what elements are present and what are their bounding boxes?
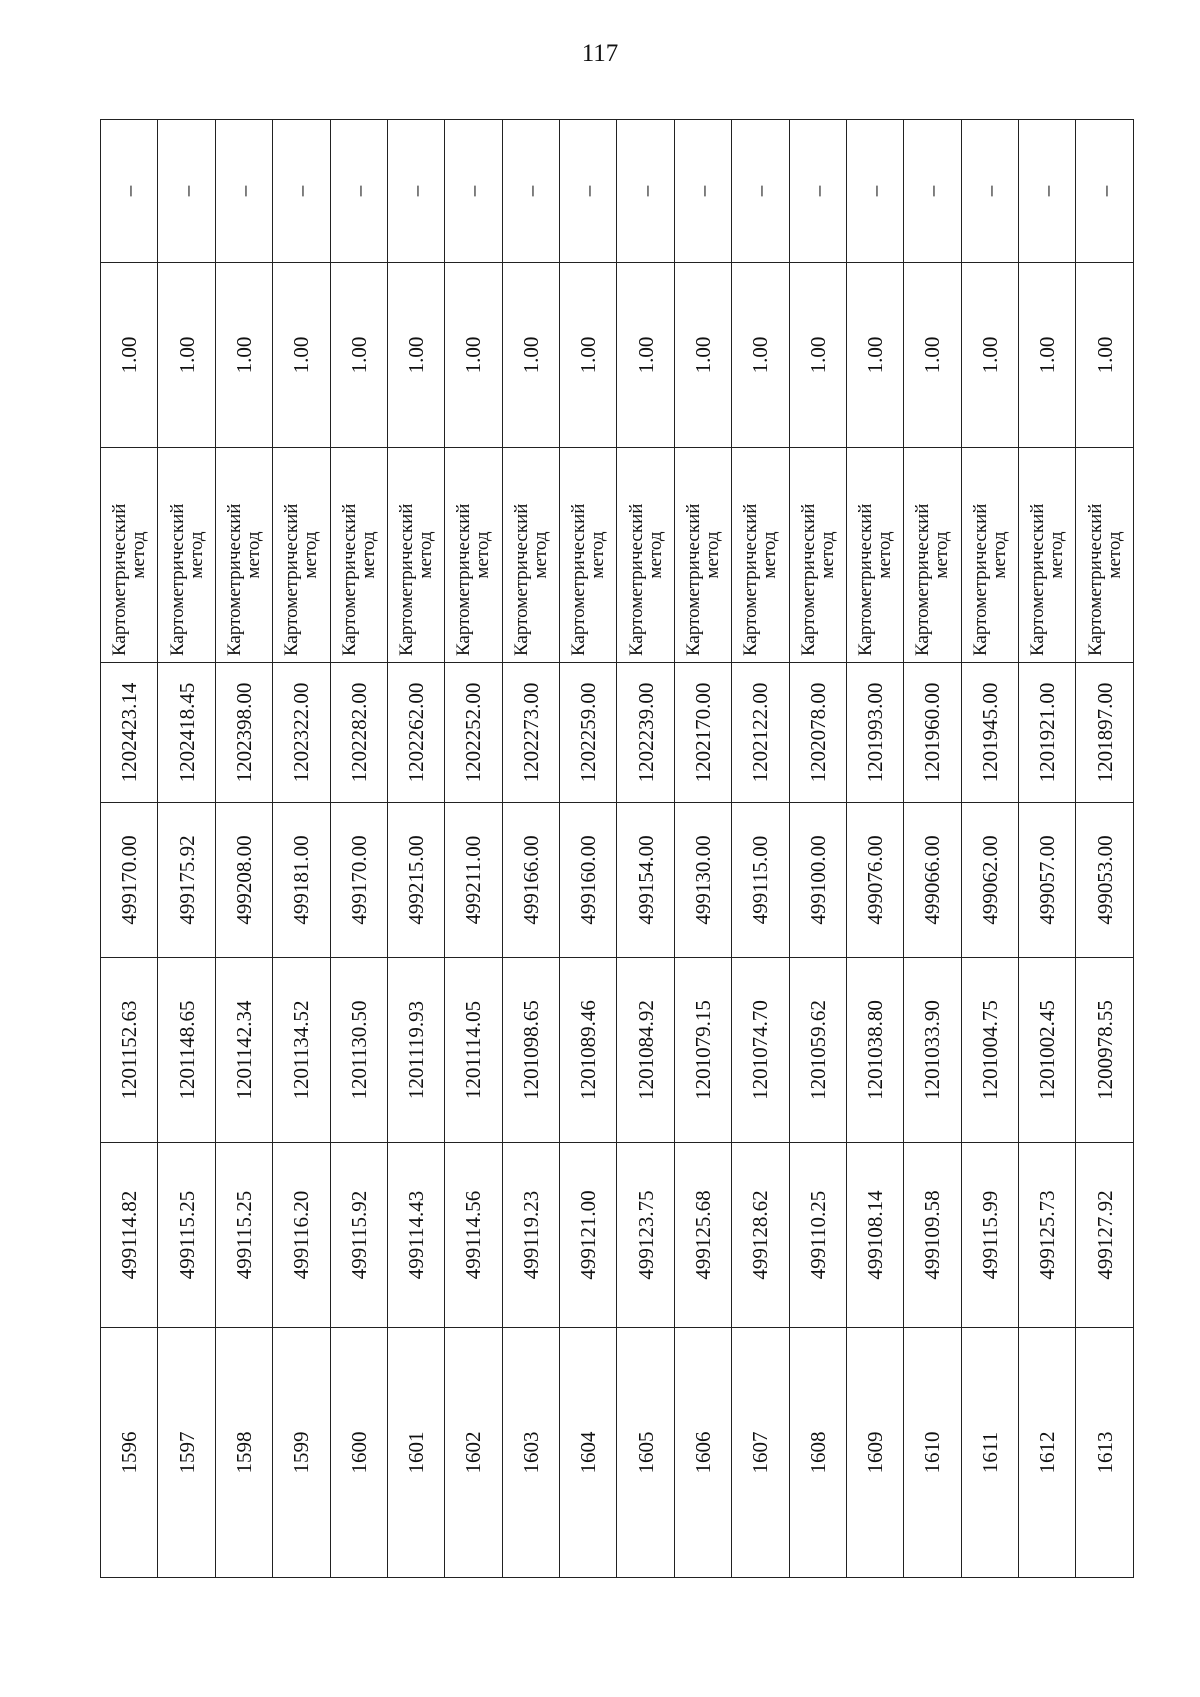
table-row: [1076, 120, 1134, 1578]
y-coordinate-cell: 1201098.65: [502, 958, 559, 1143]
method-cell: [1076, 448, 1134, 663]
y-coordinate-2-cell: 1201945.00: [961, 663, 1018, 803]
method-line-2: метод: [472, 531, 494, 579]
y-coordinate-cell: 1200978.55: [1076, 958, 1134, 1143]
x-coordinate-2-cell: 499170.00: [101, 803, 158, 958]
coordinates-table: [100, 119, 1134, 1578]
y-coordinate-2-cell: 1202078.00: [789, 663, 846, 803]
y-coordinate-2-cell: 1202282.00: [330, 663, 387, 803]
table-row: [101, 120, 158, 1578]
table-row: [445, 120, 502, 1578]
accuracy-cell: 1.00: [846, 263, 903, 448]
x-coordinate-cell: 499110.25: [789, 1143, 846, 1328]
point-number-cell: 1604: [560, 1328, 617, 1578]
note-cell: –: [904, 120, 961, 263]
method-line-2: метод: [128, 531, 150, 579]
x-coordinate-2-cell: 499166.00: [502, 803, 559, 958]
method-line-1: Картометрический: [682, 503, 704, 656]
method-line-1: Картометрический: [109, 503, 131, 656]
method-cell: [101, 448, 158, 663]
method-line-2: метод: [701, 531, 723, 579]
method-line-1: Картометрический: [969, 503, 991, 656]
method-cell: [674, 448, 731, 663]
x-coordinate-cell: 499115.25: [158, 1143, 215, 1328]
point-number-cell: 1607: [732, 1328, 789, 1578]
note-cell: –: [560, 120, 617, 263]
note-cell: –: [732, 120, 789, 263]
accuracy-cell: 1.00: [789, 263, 846, 448]
point-number-cell: 1610: [904, 1328, 961, 1578]
accuracy-cell: 1.00: [1076, 263, 1134, 448]
method-line-1: Картометрический: [453, 503, 475, 656]
x-coordinate-cell: 499114.82: [101, 1143, 158, 1328]
y-coordinate-2-cell: 1202122.00: [732, 663, 789, 803]
method-line-2: метод: [357, 531, 379, 579]
x-coordinate-cell: 499116.20: [273, 1143, 330, 1328]
table-row: [904, 120, 961, 1578]
y-coordinate-cell: 1201148.65: [158, 958, 215, 1143]
method-line-2: метод: [300, 531, 322, 579]
x-coordinate-2-cell: 499130.00: [674, 803, 731, 958]
y-coordinate-2-cell: 1201993.00: [846, 663, 903, 803]
method-cell: [387, 448, 444, 663]
point-number-cell: 1601: [387, 1328, 444, 1578]
x-coordinate-cell: 499125.73: [1019, 1143, 1076, 1328]
point-number-cell: 1598: [215, 1328, 272, 1578]
x-coordinate-cell: 499115.92: [330, 1143, 387, 1328]
accuracy-cell: 1.00: [617, 263, 674, 448]
y-coordinate-2-cell: 1201897.00: [1076, 663, 1134, 803]
method-line-2: метод: [1103, 531, 1125, 579]
x-coordinate-2-cell: 499170.00: [330, 803, 387, 958]
method-cell: [1019, 448, 1076, 663]
method-cell: [789, 448, 846, 663]
y-coordinate-2-cell: 1202322.00: [273, 663, 330, 803]
table-row: [789, 120, 846, 1578]
method-cell: [732, 448, 789, 663]
method-line-1: Картометрический: [166, 503, 188, 656]
method-line-2: метод: [644, 531, 666, 579]
method-line-2: метод: [415, 531, 437, 579]
y-coordinate-2-cell: 1202262.00: [387, 663, 444, 803]
x-coordinate-cell: 499128.62: [732, 1143, 789, 1328]
x-coordinate-2-cell: 499057.00: [1019, 803, 1076, 958]
accuracy-cell: 1.00: [387, 263, 444, 448]
y-coordinate-cell: 1201033.90: [904, 958, 961, 1143]
x-coordinate-cell: 499109.58: [904, 1143, 961, 1328]
y-coordinate-2-cell: 1202418.45: [158, 663, 215, 803]
y-coordinate-2-cell: 1202423.14: [101, 663, 158, 803]
method-line-2: метод: [931, 531, 953, 579]
x-coordinate-cell: 499121.00: [560, 1143, 617, 1328]
x-coordinate-2-cell: 499100.00: [789, 803, 846, 958]
y-coordinate-cell: 1201152.63: [101, 958, 158, 1143]
accuracy-cell: 1.00: [330, 263, 387, 448]
y-coordinate-cell: 1201038.80: [846, 958, 903, 1143]
method-cell: [273, 448, 330, 663]
y-coordinate-2-cell: 1201921.00: [1019, 663, 1076, 803]
y-coordinate-cell: 1201114.05: [445, 958, 502, 1143]
method-cell: [445, 448, 502, 663]
point-number-cell: 1608: [789, 1328, 846, 1578]
x-coordinate-2-cell: 499115.00: [732, 803, 789, 958]
note-cell: –: [387, 120, 444, 263]
point-number-cell: 1613: [1076, 1328, 1134, 1578]
y-coordinate-2-cell: 1201960.00: [904, 663, 961, 803]
y-coordinate-cell: 1201059.62: [789, 958, 846, 1143]
y-coordinate-2-cell: 1202170.00: [674, 663, 731, 803]
x-coordinate-2-cell: 499154.00: [617, 803, 674, 958]
accuracy-cell: 1.00: [904, 263, 961, 448]
method-cell: [560, 448, 617, 663]
y-coordinate-cell: 1201142.34: [215, 958, 272, 1143]
method-cell: [158, 448, 215, 663]
note-cell: –: [961, 120, 1018, 263]
method-line-1: Картометрический: [855, 503, 877, 656]
y-coordinate-2-cell: 1202252.00: [445, 663, 502, 803]
table-row: [617, 120, 674, 1578]
y-coordinate-cell: 1201089.46: [560, 958, 617, 1143]
y-coordinate-2-cell: 1202239.00: [617, 663, 674, 803]
method-line-2: метод: [529, 531, 551, 579]
y-coordinate-cell: 1201130.50: [330, 958, 387, 1143]
method-line-1: Картометрический: [281, 503, 303, 656]
method-cell: [502, 448, 559, 663]
x-coordinate-cell: 499114.56: [445, 1143, 502, 1328]
table-row: [215, 120, 272, 1578]
y-coordinate-cell: 1201119.93: [387, 958, 444, 1143]
note-cell: –: [1076, 120, 1134, 263]
method-line-1: Картометрический: [338, 503, 360, 656]
method-cell: [330, 448, 387, 663]
method-cell: [904, 448, 961, 663]
method-line-1: Картометрический: [568, 503, 590, 656]
y-coordinate-cell: 1201134.52: [273, 958, 330, 1143]
x-coordinate-2-cell: 499076.00: [846, 803, 903, 958]
table-row: [502, 120, 559, 1578]
method-cell: [846, 448, 903, 663]
note-cell: –: [215, 120, 272, 263]
accuracy-cell: 1.00: [215, 263, 272, 448]
note-cell: –: [330, 120, 387, 263]
x-coordinate-2-cell: 499175.92: [158, 803, 215, 958]
method-line-1: Картометрический: [1027, 503, 1049, 656]
y-coordinate-cell: 1201079.15: [674, 958, 731, 1143]
method-line-2: метод: [759, 531, 781, 579]
accuracy-cell: 1.00: [732, 263, 789, 448]
table-body: [101, 120, 1134, 1578]
point-number-cell: 1600: [330, 1328, 387, 1578]
note-cell: –: [789, 120, 846, 263]
y-coordinate-2-cell: 1202273.00: [502, 663, 559, 803]
y-coordinate-cell: 1201004.75: [961, 958, 1018, 1143]
x-coordinate-2-cell: 499160.00: [560, 803, 617, 958]
x-coordinate-2-cell: 499053.00: [1076, 803, 1134, 958]
note-cell: –: [273, 120, 330, 263]
table-row: [330, 120, 387, 1578]
x-coordinate-cell: 499115.99: [961, 1143, 1018, 1328]
method-line-2: метод: [242, 531, 264, 579]
accuracy-cell: 1.00: [101, 263, 158, 448]
table-row: [846, 120, 903, 1578]
table-row: [732, 120, 789, 1578]
x-coordinate-cell: 499125.68: [674, 1143, 731, 1328]
method-cell: [961, 448, 1018, 663]
x-coordinate-2-cell: 499208.00: [215, 803, 272, 958]
method-cell: [215, 448, 272, 663]
method-line-1: Картометрический: [625, 503, 647, 656]
x-coordinate-cell: 499127.92: [1076, 1143, 1134, 1328]
point-number-cell: 1599: [273, 1328, 330, 1578]
method-line-1: Картометрический: [396, 503, 418, 656]
point-number-cell: 1597: [158, 1328, 215, 1578]
x-coordinate-2-cell: 499181.00: [273, 803, 330, 958]
point-number-cell: 1612: [1019, 1328, 1076, 1578]
note-cell: –: [674, 120, 731, 263]
x-coordinate-2-cell: 499066.00: [904, 803, 961, 958]
note-cell: –: [445, 120, 502, 263]
accuracy-cell: 1.00: [560, 263, 617, 448]
method-line-1: Картометрический: [1084, 503, 1106, 656]
point-number-cell: 1605: [617, 1328, 674, 1578]
method-line-2: метод: [185, 531, 207, 579]
accuracy-cell: 1.00: [961, 263, 1018, 448]
point-number-cell: 1611: [961, 1328, 1018, 1578]
method-line-2: метод: [874, 531, 896, 579]
accuracy-cell: 1.00: [273, 263, 330, 448]
page-number: 117: [581, 40, 619, 67]
accuracy-cell: 1.00: [158, 263, 215, 448]
y-coordinate-cell: 1201074.70: [732, 958, 789, 1143]
y-coordinate-2-cell: 1202259.00: [560, 663, 617, 803]
accuracy-cell: 1.00: [445, 263, 502, 448]
table-row: [674, 120, 731, 1578]
y-coordinate-cell: 1201084.92: [617, 958, 674, 1143]
x-coordinate-cell: 499108.14: [846, 1143, 903, 1328]
point-number-cell: 1603: [502, 1328, 559, 1578]
method-line-1: Картометрический: [223, 503, 245, 656]
x-coordinate-cell: 499119.23: [502, 1143, 559, 1328]
accuracy-cell: 1.00: [1019, 263, 1076, 448]
table-row: [158, 120, 215, 1578]
note-cell: –: [158, 120, 215, 263]
x-coordinate-cell: 499114.43: [387, 1143, 444, 1328]
table-row: [273, 120, 330, 1578]
note-cell: –: [617, 120, 674, 263]
point-number-cell: 1609: [846, 1328, 903, 1578]
method-line-1: Картометрический: [912, 503, 934, 656]
x-coordinate-2-cell: 499062.00: [961, 803, 1018, 958]
note-cell: –: [101, 120, 158, 263]
method-line-2: метод: [816, 531, 838, 579]
table-frame: [100, 120, 1134, 1578]
table-row: [961, 120, 1018, 1578]
table-row: [387, 120, 444, 1578]
note-cell: –: [1019, 120, 1076, 263]
method-line-2: метод: [988, 531, 1010, 579]
table-row: [1019, 120, 1076, 1578]
point-number-cell: 1602: [445, 1328, 502, 1578]
method-line-1: Картометрический: [510, 503, 532, 656]
x-coordinate-2-cell: 499215.00: [387, 803, 444, 958]
x-coordinate-2-cell: 499211.00: [445, 803, 502, 958]
method-line-2: метод: [1046, 531, 1068, 579]
x-coordinate-cell: 499115.25: [215, 1143, 272, 1328]
method-line-1: Картометрический: [740, 503, 762, 656]
method-line-2: метод: [587, 531, 609, 579]
accuracy-cell: 1.00: [674, 263, 731, 448]
y-coordinate-2-cell: 1202398.00: [215, 663, 272, 803]
method-line-1: Картометрический: [797, 503, 819, 656]
point-number-cell: 1596: [101, 1328, 158, 1578]
table-row: [560, 120, 617, 1578]
accuracy-cell: 1.00: [502, 263, 559, 448]
point-number-cell: 1606: [674, 1328, 731, 1578]
method-cell: [617, 448, 674, 663]
x-coordinate-cell: 499123.75: [617, 1143, 674, 1328]
y-coordinate-cell: 1201002.45: [1019, 958, 1076, 1143]
note-cell: –: [502, 120, 559, 263]
note-cell: –: [846, 120, 903, 263]
